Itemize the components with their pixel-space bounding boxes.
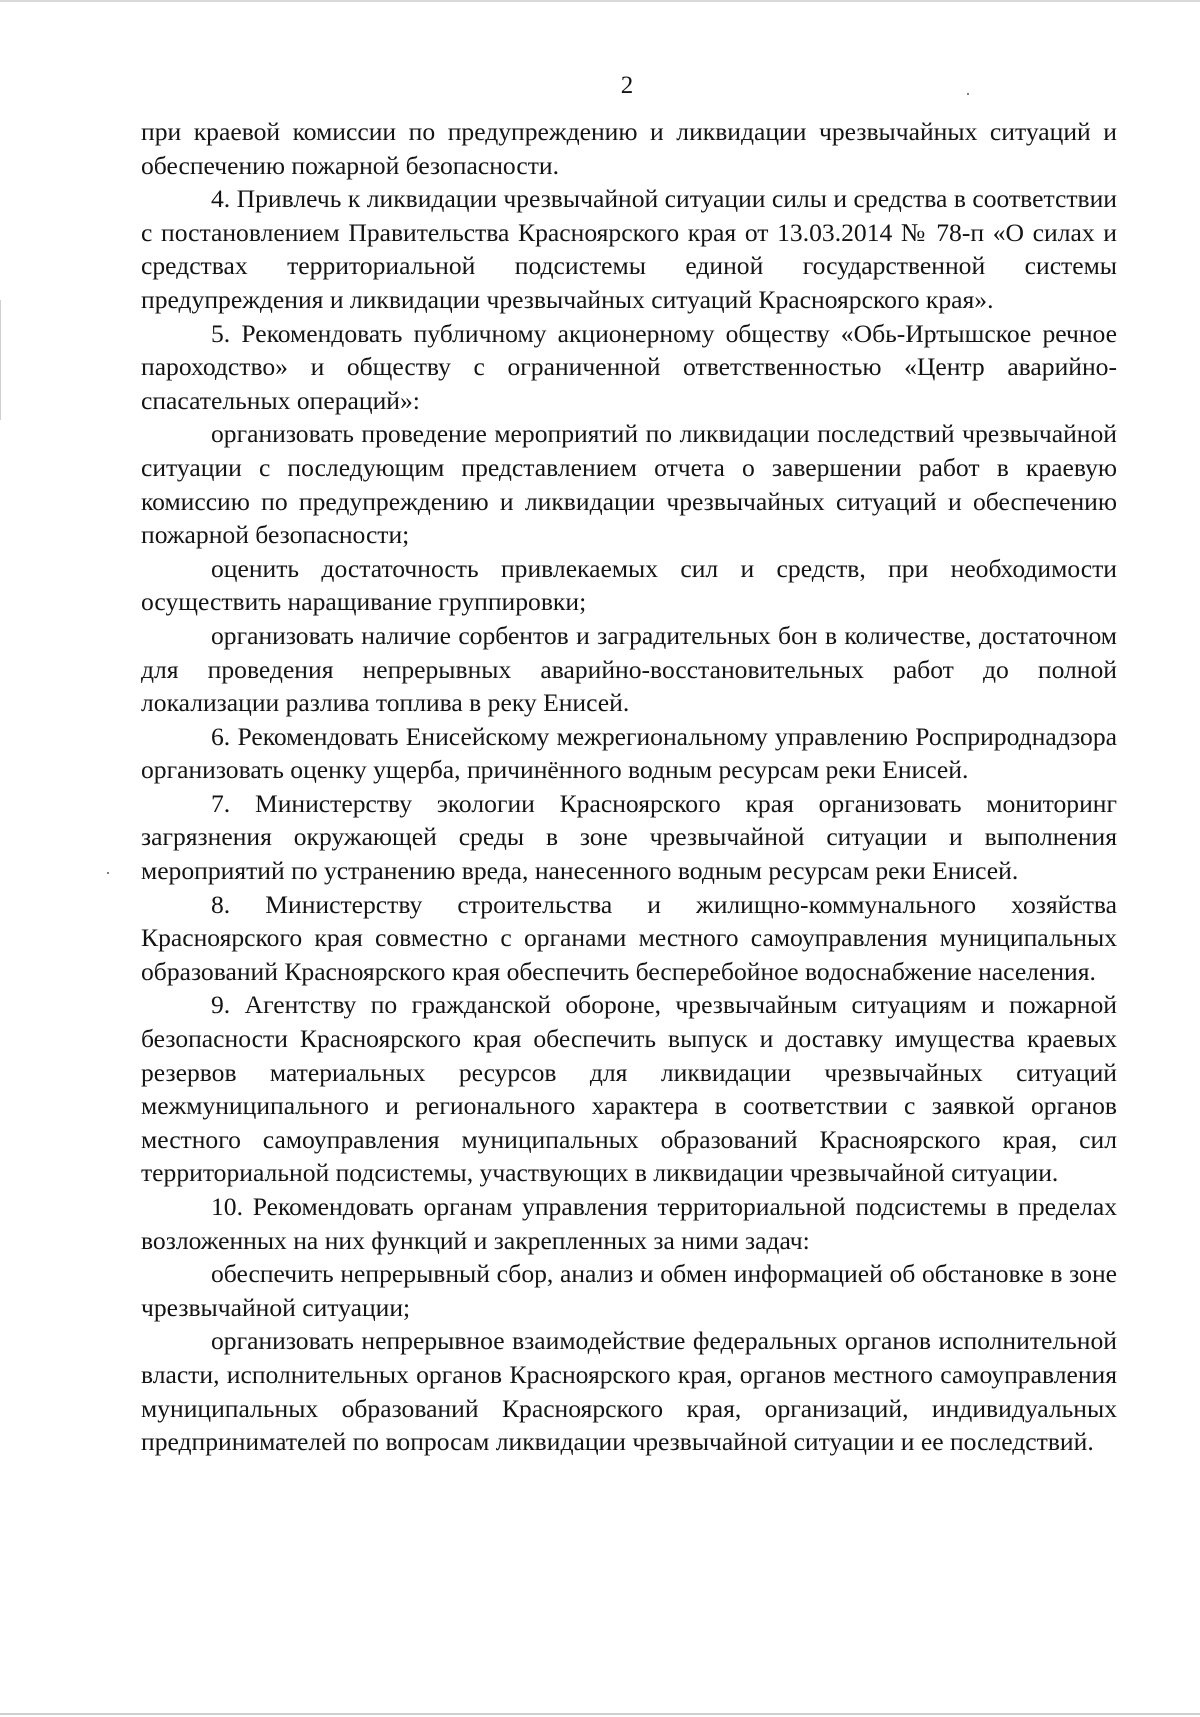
scan-speck (107, 872, 109, 874)
paragraph-item-5-sub-2: оценить достаточность привлекаемых сил и средств, при необходимости осуществить наращивание группировки; (141, 553, 1117, 617)
paragraph-item-6: 6. Рекомендовать Енисейскому межрегиональному управлению Росприроднадзора организовать оценку ущерба, причинённого водным ресурсам реки Енисей. (141, 721, 1117, 785)
paragraph-item-5-sub-3: организовать наличие сорбентов и заградительных бон в количестве, достаточном для проведения непрерывных аварийно-восстановительных работ до полной локализации разлива топлива в реку Енисей. (141, 620, 1117, 718)
paragraph-item-10-sub-2: организовать непрерывное взаимодействие федеральных органов исполнительной власти, исполнительных органов Красноярского края, органов местного самоуправления муниципальных образований Красноярского края, организаций, индивидуальных предпринимателей по вопросам ликвидации чрезвычайной ситуации и ее последствий. (141, 1326, 1117, 1457)
scan-edge-bottom (0, 1713, 1200, 1715)
paragraph-item-10-sub-1: обеспечить непрерывный сбор, анализ и обмен информацией об обстановке в зоне чрезвычайной ситуации; (141, 1259, 1117, 1322)
paragraph-item-8: 8. Министерству строительства и жилищно-коммунального хозяйства Красноярского края совместно с органами местного самоуправления муниципальных образований Красноярского края обеспечить бесперебойное водоснабжение населения. (141, 889, 1117, 986)
page-number: 2 (620, 72, 634, 99)
scan-edge-top (0, 0, 1200, 2)
paragraph-item-9: 9. Агентству по гражданской обороне, чрезвычайным ситуациям и пожарной безопасности Красноярского края обеспечить выпуск и доставку имущества краевых резервов материальных ресурсов для ликвидации чрезвычайных ситуаций межмуниципального и регионального характера в соответствии с заявкой органов местного самоуправления муниципальных образований Красноярского края, сил территориальной подсистемы, участвующих в ликвидации чрезвычайной ситуации. (141, 990, 1117, 1188)
scan-edge-left (0, 300, 1, 420)
paragraph-item-5: 5. Рекомендовать публичному акционерному обществу «Обь-Иртышское речное пароходство» и обществу с ограниченной ответственностью «Центр аварийно-спасательных операций»: (141, 318, 1117, 415)
paragraph-item-4: 4. Привлечь к ликвидации чрезвычайной ситуации силы и средства в соответствии с постановлением Правительства Красноярского края от 13.03.2014 № 78-п «О силах и средствах территориальной подсистемы единой государственной системы предупреждения и ликвидации чрезвычайных ситуаций Красноярского края». (141, 184, 1117, 314)
document-body (141, 115, 1117, 1459)
paragraph-item-7: 7. Министерству экологии Красноярского края организовать мониторинг загрязнения окружающей среды в зоне чрезвычайной ситуации и выполнения мероприятий по устранению вреда, нанесенного водным ресурсам реки Енисей. (141, 788, 1117, 886)
paragraph-item-10: 10. Рекомендовать органам управления территориальной подсистемы в пределах возложенных на них функций и закрепленных за ними задач: (141, 1192, 1117, 1255)
paragraph-item-5-sub-1: организовать проведение мероприятий по ликвидации последствий чрезвычайной ситуации с последующим представлением отчета о завершении работ в краевую комиссию по предупреждению и ликвидации чрезвычайных ситуаций и обеспечению пожарной безопасности; (141, 419, 1117, 550)
paragraph-continuation: при краевой комиссии по предупреждению и ликвидации чрезвычайных ситуаций и обеспечению пожарной безопасности. (141, 117, 1117, 180)
